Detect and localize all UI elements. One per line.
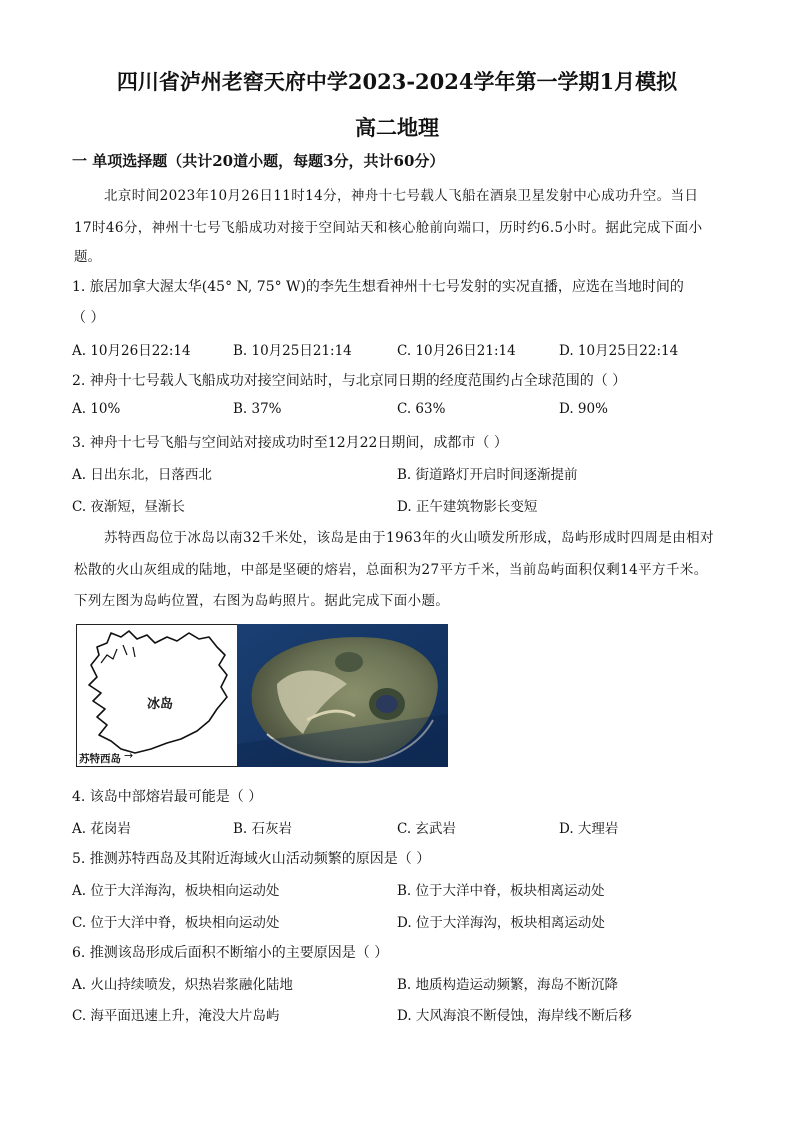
question-3-option-a[interactable]: A. 日出东北，日落西北 (72, 467, 212, 483)
question-1-option-d[interactable]: D. 10月25日22:14 (559, 343, 679, 359)
passage-1-line-3: 题。 (74, 249, 101, 265)
question-6-option-c[interactable]: C. 海平面迅速上升，淹没大片岛屿 (72, 1008, 280, 1024)
question-3-option-c[interactable]: C. 夜渐短，昼渐长 (72, 499, 185, 515)
question-6-option-a[interactable]: A. 火山持续喷发，炽热岩浆融化陆地 (72, 977, 293, 993)
island-figure (76, 624, 448, 767)
question-4-option-c[interactable]: C. 玄武岩 (397, 821, 456, 837)
question-5-option-d[interactable]: D. 位于大洋海沟，板块相离运动处 (397, 915, 605, 931)
question-1-option-b[interactable]: B. 10月25日21:14 (233, 343, 352, 359)
question-3-option-b[interactable]: B. 街道路灯开启时间逐渐提前 (397, 467, 578, 483)
question-6-option-b[interactable]: B. 地质构造运动频繁，海岛不断沉降 (397, 977, 619, 993)
passage-2-line-2: 松散的火山灰组成的陆地，中部是坚硬的熔岩，总面积为27平方千米，当前岛屿面积仅剩14平方千米。 (74, 562, 708, 578)
page-title: 四川省泸州老窖天府中学2023-2024学年第一学期1月模拟 (116, 69, 678, 94)
passage-1-line-2: 17时46分，神州十七号飞船成功对接于空间站天和核心舱前向端口，历时约6.5小时。据此完成下面小 (74, 220, 703, 236)
question-6-stem: 6. 推测该岛形成后面积不断缩小的主要原因是（ ） (72, 945, 389, 961)
passage-2-line-1: 苏特西岛位于冰岛以南32千米处，该岛是由于1963年的火山喷发所形成，岛屿形成时四周是由相对 (104, 530, 714, 546)
question-2-option-a[interactable]: A. 10% (72, 401, 121, 417)
question-3-stem: 3. 神舟十七号飞船与空间站对接成功时至12月22日期间，成都市（ ） (72, 435, 508, 451)
map-label-surtsey: 苏特西岛 (79, 753, 121, 765)
question-4-option-a[interactable]: A. 花岗岩 (72, 821, 131, 837)
question-5-stem: 5. 推测苏特西岛及其附近海域火山活动频繁的原因是（ ） (72, 851, 431, 867)
question-2-option-c[interactable]: C. 63% (397, 401, 446, 417)
question-4-option-b[interactable]: B. 石灰岩 (233, 821, 293, 837)
question-1-stem: 1. 旅居加拿大渥太华(45° N, 75° W)的李先生想看神州十七号发射的实况直播，应选在当地时间的 (72, 279, 684, 295)
question-1-option-a[interactable]: A. 10月26日22:14 (72, 343, 191, 359)
map-label-iceland: 冰岛 (147, 697, 174, 712)
question-3-option-d[interactable]: D. 正午建筑物影长变短 (397, 499, 538, 515)
question-2-option-d[interactable]: D. 90% (559, 401, 608, 417)
question-2-stem: 2. 神舟十七号载人飞船成功对接空间站时，与北京同日期的经度范围约占全球范围的（ ） (72, 373, 627, 389)
question-1-option-c[interactable]: C. 10月26日21:14 (397, 343, 516, 359)
question-6-option-d[interactable]: D. 大风海浪不断侵蚀，海岸线不断后移 (397, 1008, 632, 1024)
passage-1-line-1: 北京时间2023年10月26日11时14分，神舟十七号载人飞船在酒泉卫星发射中心成功升空。当日 (104, 188, 699, 204)
island-photo (237, 624, 448, 767)
question-4-option-d[interactable]: D. 大理岩 (559, 821, 619, 837)
section-heading: 一 单项选择题（共计20道小题，每题3分，共计60分） (72, 152, 445, 170)
question-5-option-c[interactable]: C. 位于大洋中脊，板块相向运动处 (72, 915, 280, 931)
question-4-stem: 4. 该岛中部熔岩最可能是（ ） (72, 789, 263, 805)
question-5-option-b[interactable]: B. 位于大洋中脊，板块相离运动处 (397, 883, 605, 899)
question-5-option-a[interactable]: A. 位于大洋海沟，板块相向运动处 (72, 883, 280, 899)
passage-2-line-3: 下列左图为岛屿位置，右图为岛屿照片。据此完成下面小题。 (74, 593, 450, 609)
island-photo-image (237, 624, 448, 767)
question-2-option-b[interactable]: B. 37% (233, 401, 282, 417)
page-subtitle: 高二地理 (355, 115, 439, 140)
location-map (76, 624, 238, 767)
question-1-blank: （ ） (72, 310, 105, 326)
arrow-icon: → (124, 749, 134, 762)
